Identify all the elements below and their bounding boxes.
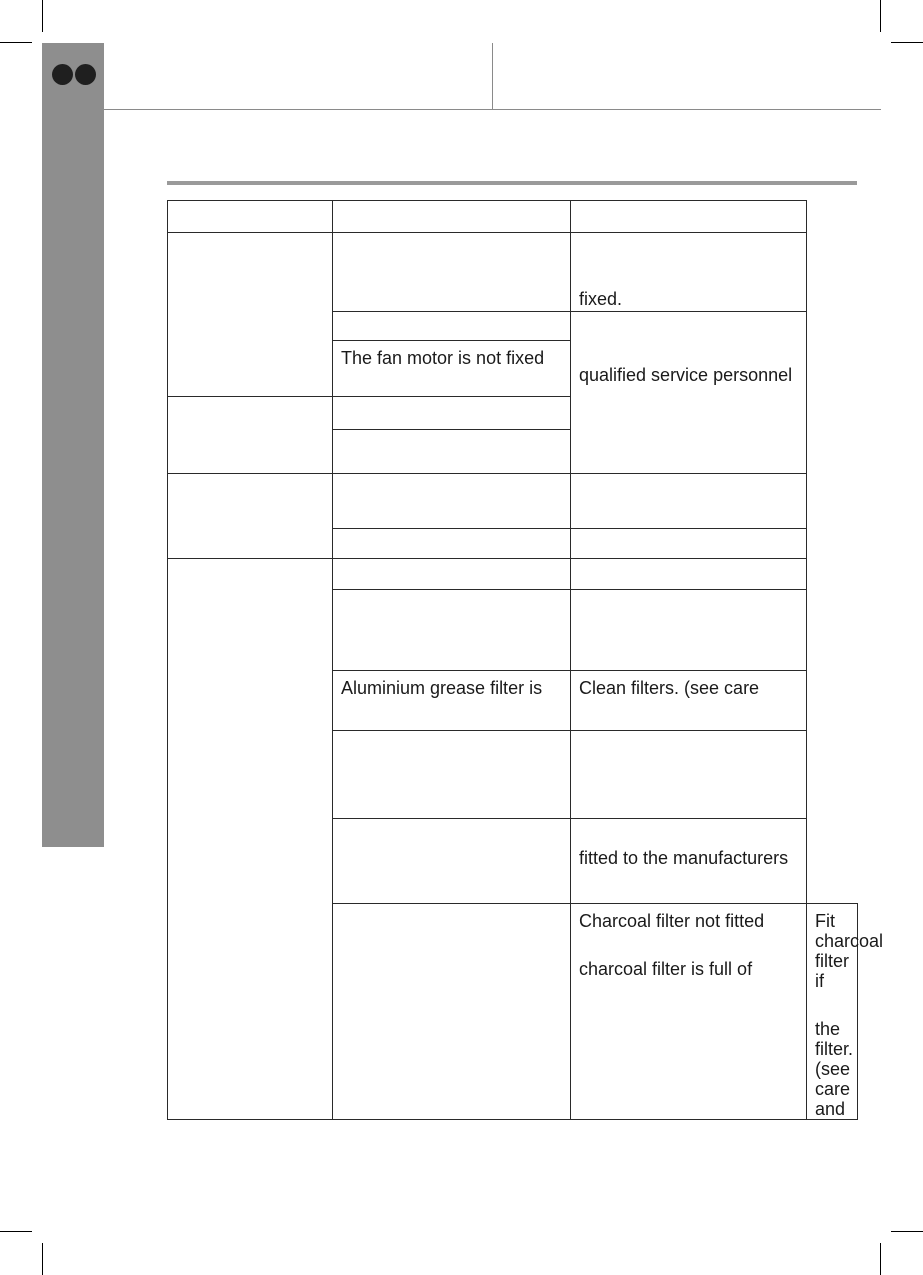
marker-dot	[75, 64, 96, 85]
solution-cell	[571, 312, 807, 474]
cause-text	[341, 474, 562, 481]
solution-cell	[571, 819, 807, 904]
solution-text	[579, 529, 798, 536]
cause-cell	[333, 590, 571, 671]
cause-cell	[333, 671, 571, 731]
cause-cell	[333, 430, 571, 474]
cause-text	[341, 397, 562, 404]
solution-text	[579, 559, 798, 566]
problem-cell	[168, 559, 333, 1120]
solution-cell	[807, 904, 884, 1120]
solution-text: Fit charcoal filter if	[815, 911, 884, 991]
solution-text: qualified service personnel	[579, 365, 793, 385]
marker-dot	[52, 64, 73, 85]
cause-text	[341, 312, 562, 319]
solution-cell	[571, 559, 807, 590]
crop-mark	[42, 0, 43, 32]
cause-cell	[333, 233, 571, 312]
cause-text	[341, 819, 562, 826]
header-divider	[492, 43, 493, 109]
cause-cell	[333, 731, 571, 819]
solution-text: fitted to the manufacturers	[579, 848, 789, 868]
cause-cell	[571, 904, 807, 1120]
cause-cell	[333, 397, 571, 430]
cause-cell	[333, 312, 571, 341]
solution-text: Clean filters. (see care	[579, 678, 760, 698]
problem-cell	[333, 904, 571, 1120]
crop-mark	[42, 1243, 43, 1275]
section-title-rule	[167, 181, 857, 185]
crop-mark	[0, 1231, 32, 1232]
cause-text: Aluminium grease filter is	[341, 678, 543, 698]
cause-cell	[333, 559, 571, 590]
header-cause	[333, 201, 571, 233]
cause-text	[341, 430, 562, 437]
header-problem	[168, 201, 333, 233]
crop-mark	[891, 42, 923, 43]
cause-cell	[333, 529, 571, 559]
cause-cell	[333, 819, 571, 904]
cause-text	[341, 233, 562, 240]
crop-mark	[880, 0, 881, 32]
cause-text	[341, 731, 562, 738]
crop-mark	[880, 1243, 881, 1275]
cause-text: charcoal filter is full of	[579, 959, 753, 979]
troubleshooting-table	[167, 200, 884, 1120]
solution-cell	[571, 671, 807, 731]
solution-text	[579, 731, 798, 738]
cause-cell	[333, 474, 571, 529]
crop-mark	[891, 1231, 923, 1232]
solution-text	[579, 474, 798, 481]
cause-text	[341, 559, 562, 566]
problem-cell	[168, 397, 333, 474]
table-row	[168, 233, 858, 312]
solution-cell	[571, 731, 807, 819]
table-row	[168, 474, 858, 529]
cause-text	[341, 529, 562, 536]
page-marker-dots	[52, 64, 98, 86]
solution-text: fixed.	[579, 289, 623, 309]
cause-text: Charcoal filter not fitted	[579, 911, 765, 931]
solution-cell	[571, 233, 807, 312]
cause-text	[341, 590, 562, 597]
solution-text: the filter. (see care and	[815, 1019, 854, 1119]
cause-text: The fan motor is not fixed	[341, 348, 545, 368]
table-header-row	[168, 201, 858, 233]
header-rule	[104, 109, 881, 110]
crop-mark	[0, 42, 32, 43]
solution-cell	[571, 590, 807, 671]
problem-cell	[168, 474, 333, 559]
solution-cell	[571, 474, 807, 529]
solution-cell	[571, 529, 807, 559]
language-sidebar	[42, 43, 104, 847]
problem-cell	[168, 233, 333, 397]
cause-cell	[333, 341, 571, 397]
header-solution	[571, 201, 807, 233]
table-row	[168, 559, 858, 590]
solution-text	[579, 590, 798, 597]
